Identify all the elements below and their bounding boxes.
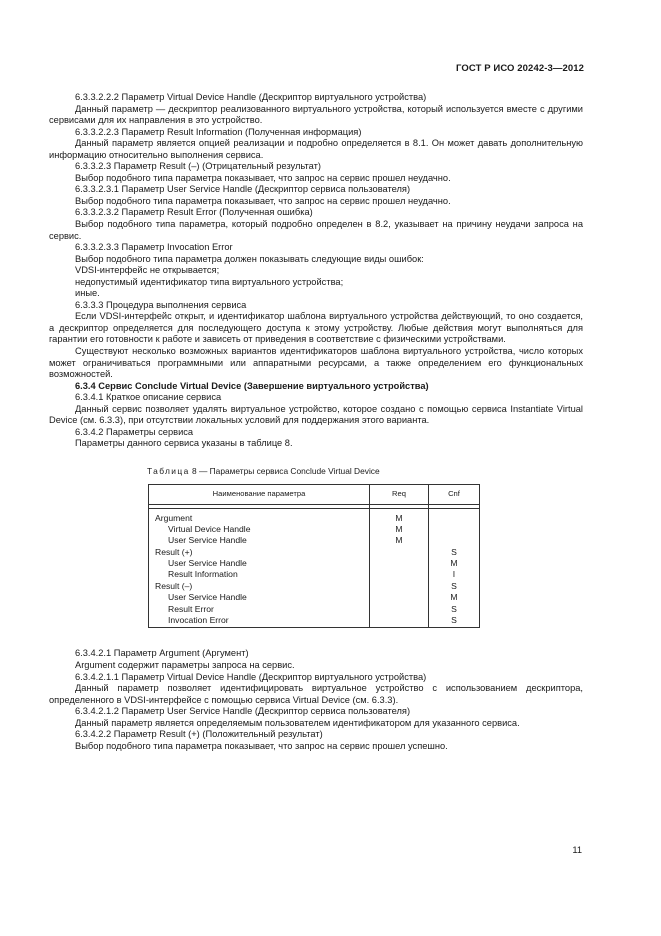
paragraph: Выбор подобного типа параметра показывает, что запрос на сервис прошел успешно. (75, 740, 448, 751)
table-cell-name: Result (–) (155, 580, 193, 591)
table-cell-cnf (435, 524, 473, 535)
paragraph: Выбор подобного типа параметра должен показывать следующие виды ошибок: (75, 253, 424, 264)
table-header-row (149, 484, 480, 504)
table-cell-cnf (435, 513, 473, 524)
table-body-row (149, 508, 480, 628)
text-section-top (49, 92, 583, 450)
table-cell-name: User Service Handle (168, 535, 247, 546)
paragraph: иные. (75, 288, 100, 299)
table-cell-cnf: S (451, 615, 457, 626)
paragraph: 6.3.3.2.2.3 Параметр Result Information (Полученная информация) (75, 126, 362, 137)
paragraph: 6.3.3.2.3.2 Параметр Result Error (Полученная ошибка) (75, 207, 313, 218)
table-column-cnf (429, 508, 480, 628)
table-cell-cnf: S (451, 580, 457, 591)
table-cell-name: Virtual Device Handle (168, 523, 251, 534)
paragraph: Данный параметр является опцией реализации и подробно определяется в 8.1. Он может давать дополнительную информацию относительно выполнения сервиса. (49, 138, 583, 160)
table-cell-cnf: M (450, 558, 458, 569)
paragraph: Данный параметр является определяемым пользователем идентификатором для указанного сервиса. (75, 717, 520, 728)
document-body (49, 92, 583, 752)
paragraph: 6.3.4 Сервис Conclude Virtual Device (Завершение виртуального устройства) (75, 380, 429, 391)
table-cell-name: Argument (155, 512, 193, 523)
table-cell-req: M (395, 523, 403, 534)
paragraph: 6.3.3.2.2.2 Параметр Virtual Device Handle (Дескриптор виртуального устройства) (75, 92, 427, 102)
table-cell-req (376, 581, 422, 592)
table-cell-req: M (395, 512, 403, 523)
table-cell-name: User Service Handle (168, 592, 247, 603)
table-cell-req (376, 547, 422, 558)
table-cell-req: M (395, 535, 403, 546)
table-caption (147, 466, 583, 478)
table-cell-cnf: M (450, 592, 458, 603)
paragraph: Если VDSI-интерфейс открыт, и идентификатор шаблона виртуального устройства действующий, то оно создается, а дескриптор определяется для последующего доступа к этому устройству. Любые действия могут выполняться для гарантии его готовности к работе и зависеть от приведения в соответствие с физическими устройствами. (49, 311, 583, 345)
paragraph: 6.3.4.2.1.1 Параметр Virtual Device Handle (Дескриптор виртуального устройства) (75, 671, 427, 682)
table-column-req (370, 508, 429, 628)
paragraph: 6.3.3.2.3.3 Параметр Invocation Error (75, 242, 233, 253)
table-column-name (149, 508, 370, 628)
table-cell-name: Result (+) (155, 546, 193, 557)
parameters-table (148, 484, 480, 629)
table-header-name: Наименование параметра (149, 484, 370, 504)
paragraph: 6.3.4.2.1.2 Параметр User Service Handle (Дескриптор сервиса пользователя) (75, 706, 411, 717)
paragraph: 6.3.3.2.3 Параметр Result (–) (Отрицательный результат) (75, 161, 321, 172)
table-cell-name: Result Error (168, 603, 214, 614)
table-cell-req (376, 558, 422, 569)
paragraph: 6.3.4.2.2 Параметр Result (+) (Положительный результат) (75, 729, 323, 740)
table-cell-req (376, 604, 422, 615)
table-cell-cnf (435, 535, 473, 546)
table-caption-title: 8 — Параметры сервиса Conclude Virtual Device (189, 465, 380, 476)
paragraph: 6.3.3.2.3.1 Параметр User Service Handle (Дескриптор сервиса пользователя) (75, 184, 411, 195)
document-id-header: ГОСТ Р ИСО 20242-3—2012 (456, 63, 584, 74)
paragraph: Данный параметр позволяет идентифицировать виртуальное устройство с использованием дескриптора, определенного в VDSI-интерфейсе с помощью сервиса Virtual Device (см. 6.3.3). (49, 683, 583, 705)
table-cell-req (376, 569, 422, 580)
table-cell-cnf: S (451, 603, 457, 614)
text-section-bottom (49, 648, 583, 752)
page-number: 11 (572, 845, 582, 855)
table-cell-cnf: S (451, 546, 457, 557)
paragraph: 6.3.4.2 Параметры сервиса (75, 426, 194, 437)
paragraph: Данный сервис позволяет удалять виртуальное устройство, которое создано с помощью сервиса Instantiate Virtual Device (см. 6.3.3), при отсутствии локальных условий для поддержания этого варианта. (49, 403, 583, 426)
paragraph: недопустимый идентификатор типа виртуального устройства; (75, 276, 344, 287)
paragraph: Argument содержит параметры запроса на сервис. (75, 659, 295, 670)
table-caption-prefix: Таблица (147, 465, 190, 476)
paragraph: 6.3.4.2.1 Параметр Argument (Аргумент) (75, 648, 249, 659)
table-cell-name: Invocation Error (168, 615, 229, 626)
table-header-cnf: Cnf (429, 484, 480, 504)
table-header-req: Req (370, 484, 429, 504)
table-cell-req (376, 592, 422, 603)
paragraph: Существуют несколько возможных вариантов идентификаторов шаблона виртуального устройства, число которых может ограничиваться программными или аппаратными ресурсами, а также определением его функциональных возможностей. (49, 346, 583, 380)
paragraph: 6.3.4.1 Краткое описание сервиса (75, 392, 222, 403)
paragraph: Параметры данного сервиса указаны в таблице 8. (75, 438, 293, 449)
table-cell-req (376, 615, 422, 626)
paragraph: Выбор подобного типа параметра показывает, что запрос на сервис прошел неудачно. (75, 172, 451, 183)
paragraph: Выбор подобного типа параметра показывает, что запрос на сервис прошел неудачно. (75, 195, 451, 206)
paragraph: 6.3.3.3 Процедура выполнения сервиса (75, 299, 247, 310)
table-cell-cnf: I (452, 569, 456, 580)
paragraph: Данный параметр — дескриптор реализованного виртуального устройства, который используется вместе с другими сервисами для их направления в это устройство. (49, 103, 583, 126)
table-cell-name: User Service Handle (168, 558, 247, 569)
paragraph: VDSI-интерфейс не открывается; (75, 265, 220, 276)
paragraph: Выбор подобного типа параметра, который подробно определен в 8.2, указывает на причину неудачи запроса на сервис. (49, 219, 583, 241)
table-cell-name: Result Information (168, 569, 238, 580)
